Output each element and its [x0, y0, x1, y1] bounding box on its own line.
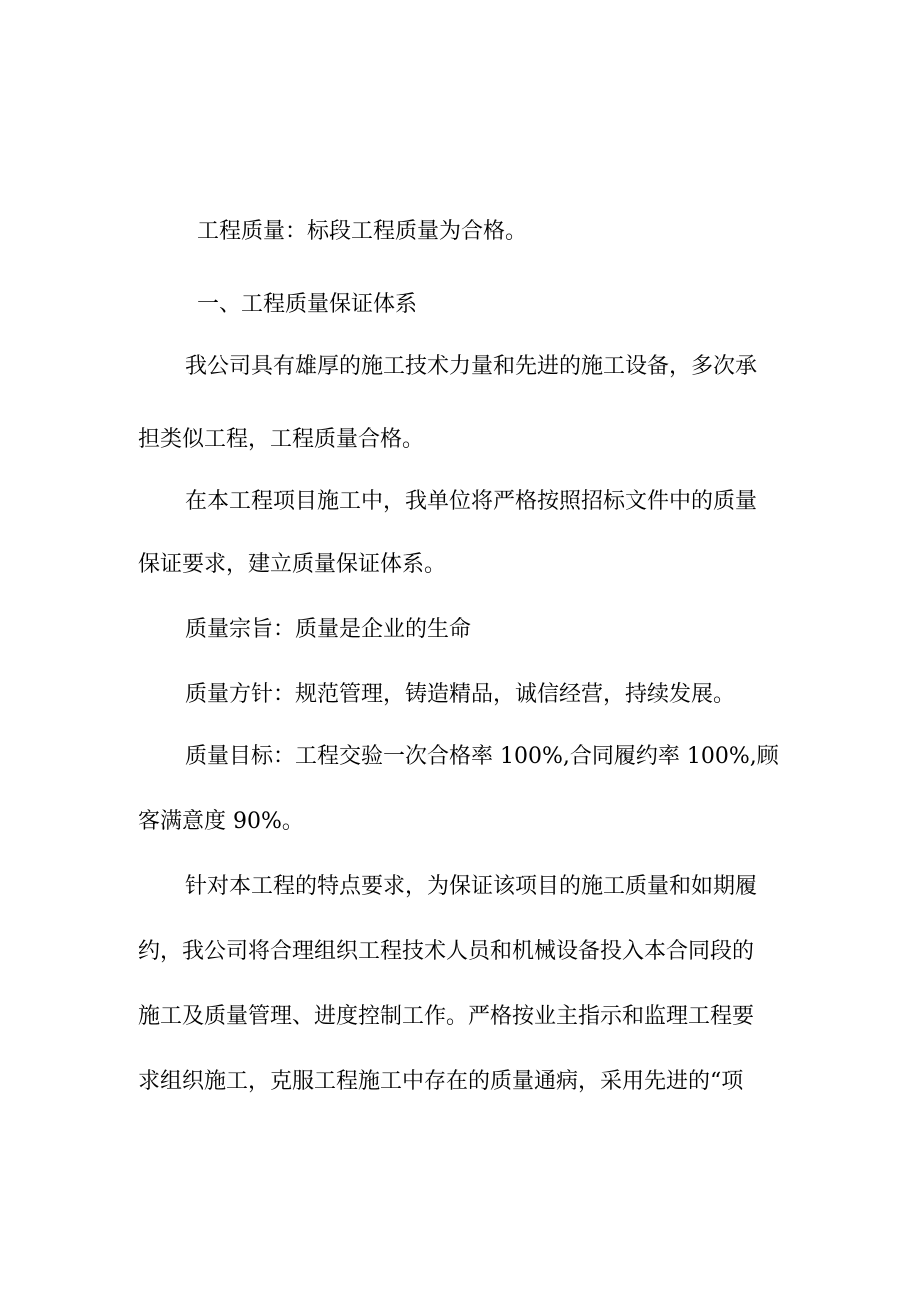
paragraph-line: 客满意度 90%。 [138, 809, 304, 834]
paragraph-line: 我公司具有雄厚的施工技术力量和先进的施工设备，多次承 [185, 354, 758, 379]
section-heading: 一、工程质量保证体系 [197, 292, 418, 317]
quality-target-line: 质量目标：工程交验一次合格率 100%,合同履约率 100%,顾 [185, 744, 779, 769]
paragraph-line: 求组织施工，克服工程施工中存在的质量通病，采用先进的“项 [138, 1069, 744, 1094]
paragraph-line: 针对本工程的特点要求，为保证该项目的施工质量和如期履 [185, 874, 758, 899]
quality-tenet-line: 质量宗旨：质量是企业的生命 [185, 617, 472, 642]
paragraph-line: 约，我公司将合理组织工程技术人员和机械设备投入本合同段的 [138, 939, 755, 964]
paragraph-line: 担类似工程，工程质量合格。 [138, 427, 425, 452]
quality-standard-line: 工程质量：标段工程质量为合格。 [197, 219, 528, 244]
paragraph-line: 在本工程项目施工中，我单位将严格按照招标文件中的质量 [185, 489, 758, 514]
paragraph-line: 施工及质量管理、进度控制工作。严格按业主指示和监理工程要 [138, 1004, 755, 1029]
quality-policy-line: 质量方针：规范管理，铸造精品，诚信经营，持续发展。 [185, 682, 736, 707]
paragraph-line: 保证要求，建立质量保证体系。 [138, 552, 447, 577]
